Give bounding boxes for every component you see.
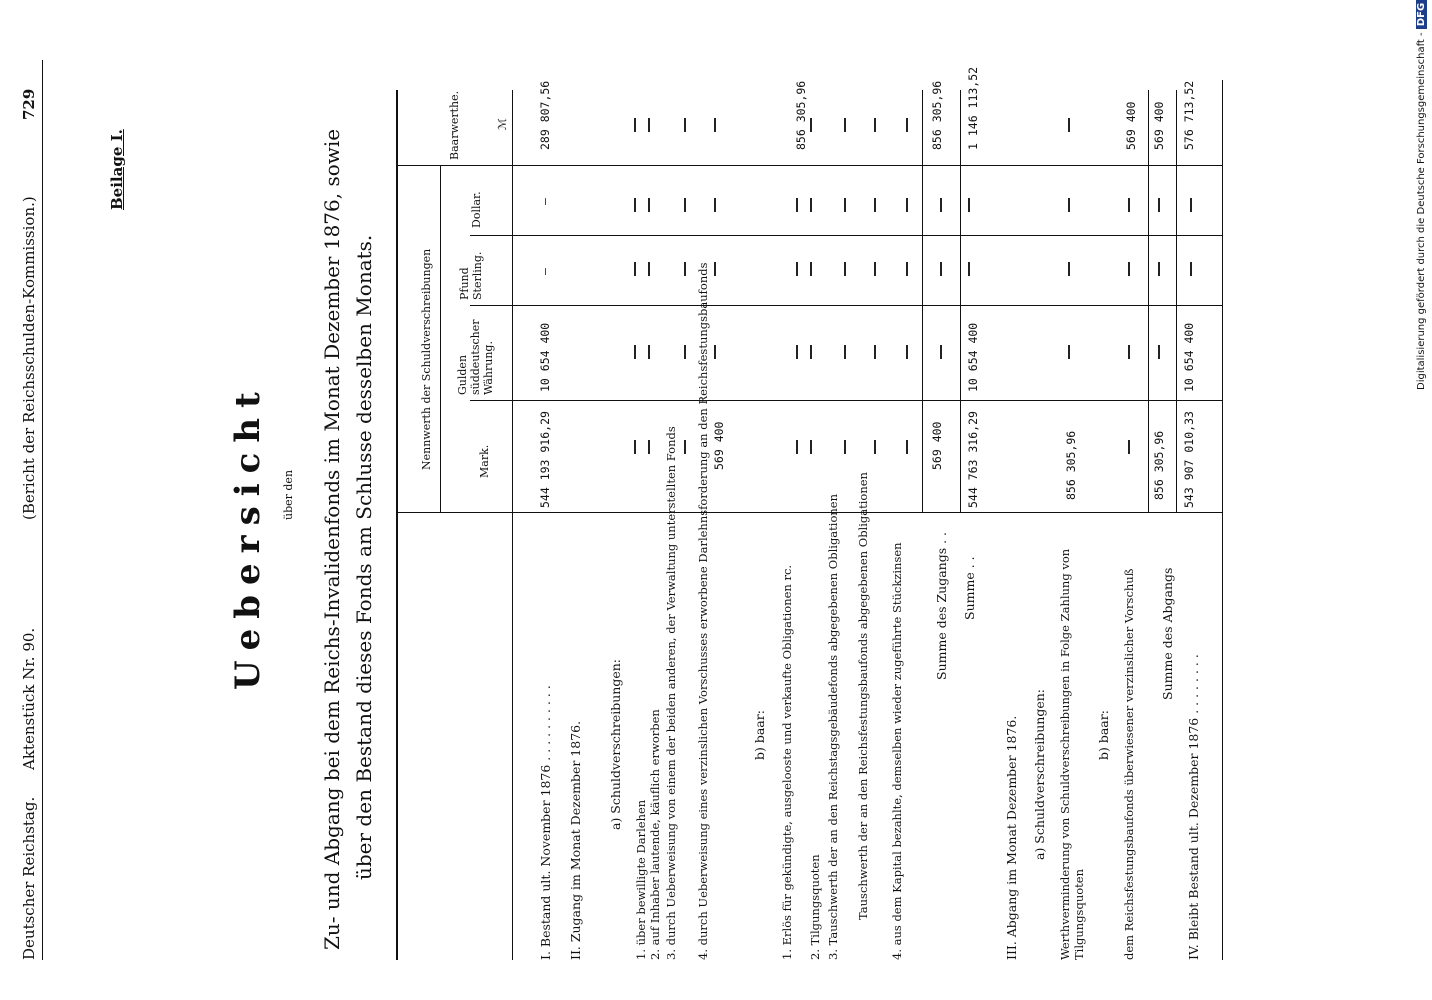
dash-gulden-sum-abgang (1158, 345, 1160, 359)
dash-baar-b3 (844, 118, 846, 132)
row-label-zugang-a4: 4. durch Ueberweisung eines verzinslichen Vorschusses erworbene Darlehnsforderung an den Reichsfestungsbaufonds (696, 262, 710, 960)
cell-baar-zugang-b1: 856 305,96 (794, 80, 808, 150)
dash-dollar-b4 (906, 198, 908, 212)
dash-pfund-a3 (684, 262, 686, 276)
dash-gulden-b3 (844, 345, 846, 359)
dash-dollar-abgang-b1 (1128, 198, 1130, 212)
dash-dollar-a2 (648, 198, 650, 212)
dash-mark-a3 (684, 440, 686, 454)
row-label-abgang-heading: III. Abgang im Monat Dezember 1876. (1004, 715, 1019, 960)
dash-baar-a4 (714, 118, 716, 132)
row-label-zugang-b3: 3. Tauschwerth der an den Reichstagsgebäudefonds abgegebenen Obligationen (826, 493, 840, 960)
row-label-summe-zugang: Summe des Zugangs . . (934, 531, 949, 680)
dash-baar-abgang-a1 (1068, 118, 1070, 132)
row-label-bestand-nov: I. Bestand ult. November 1876 . . . . . . . . . . (538, 685, 553, 960)
sum-rule-summe (960, 90, 961, 512)
dash-pfund-sum-zugang (940, 262, 942, 276)
dash-dollar-abgang-a1 (1068, 198, 1070, 212)
dash-pfund-b3 (844, 262, 846, 276)
row-label-zugang-a3: 3. durch Ueberweisung von einem der beiden anderen, der Verwaltung unterstellten Fonds (664, 426, 678, 960)
dash-pfund-a2 (648, 262, 650, 276)
dash-gulden-a1 (634, 345, 636, 359)
cell-mark-summe-abgang: 856 305,96 (1152, 430, 1166, 500)
dash-dollar-b3 (844, 198, 846, 212)
dash-baar-b2 (810, 118, 812, 132)
cell-gulden-bestand-dez: 10 654 400 (1182, 322, 1196, 392)
dash-pfund-b3b (874, 262, 876, 276)
title-line-1: Zu- und Abgang bei dem Reichs-Invalidenfonds im Monat Dezember 1876, sowie (320, 128, 344, 950)
header-bericht: (Bericht der Reichsschulden-Kommission.) (20, 196, 38, 520)
header-rule (42, 60, 43, 960)
table-header-divider (512, 90, 513, 960)
row-label-abgang-a1: Werthverminderung von Schuldverschreibungen in Folge Zahlung von Tilgungsquoten (1058, 548, 1086, 960)
cell-baar-bestand-dez: 576 713,52 (1182, 80, 1196, 150)
cell-baar-summe: 1 146 113,52 (966, 66, 980, 150)
dash-dollar-b2 (810, 198, 812, 212)
cell-baar-bestand-nov: 289 807,56 (538, 80, 552, 150)
dash-gulden-b2 (810, 345, 812, 359)
dash-gulden-a3 (684, 345, 686, 359)
dash-dollar-a4 (714, 198, 716, 212)
sidebar-text: Digitalisierung gefördert durch die Deutsche Forschungsgemeinschaft - (1416, 32, 1427, 390)
dash-baar-b3b (874, 118, 876, 132)
dash-pfund-summe (968, 262, 970, 276)
cell-baar-summe-zugang: 856 305,96 (930, 80, 944, 150)
dash-pfund-sum-abgang (1158, 262, 1160, 276)
dash-gulden-b3b (874, 345, 876, 359)
dash-mark-a1 (634, 440, 636, 454)
cell-pfund-bestand-nov: — (538, 268, 552, 275)
dash-dollar-b1 (796, 198, 798, 212)
cell-mark-summe-zugang: 569 400 (930, 421, 944, 470)
cell-baar-abgang-b1: 569 400 (1124, 101, 1138, 150)
dash-baar-a2 (648, 118, 650, 132)
row-label-abgang-a: a) Schuldverschreibungen: (1032, 688, 1047, 860)
row-label-summe: Summe . . (962, 556, 977, 620)
row-label-zugang-a: a) Schuldverschreibungen: (608, 658, 623, 830)
col-header-dollar: Dollar. (470, 191, 483, 228)
dash-gulden-abgang-b1 (1128, 345, 1130, 359)
page-title: Uebersicht (228, 382, 268, 690)
dash-mark-abgang-b1 (1128, 440, 1130, 454)
dash-pfund-a1 (634, 262, 636, 276)
col-div-dollar (398, 165, 1222, 166)
dash-mark-b3b (874, 440, 876, 454)
row-label-zugang-heading: II. Zugang im Monat Dezember 1876. (568, 720, 583, 960)
sum-rule-abgang (1148, 90, 1149, 512)
dash-pfund-bestand-dez (1190, 262, 1192, 276)
cell-mark-zugang-a4: 569 400 (712, 421, 726, 470)
dash-baar-a3 (684, 118, 686, 132)
dash-dollar-a3 (684, 198, 686, 212)
digitization-sidebar (1416, 0, 1432, 1000)
col-header-mark: Mark. (478, 444, 491, 478)
sum-rule-bestand (1176, 90, 1177, 512)
col-div-mark (470, 400, 1222, 401)
col-group-header: Nennwerth der Schuldverschreibungen (420, 248, 433, 470)
dash-gulden-b4 (906, 345, 908, 359)
col-div-gulden (470, 305, 1222, 306)
beilage-label: Beilage I. (108, 129, 126, 210)
page-number: 729 (20, 88, 38, 120)
row-label-zugang-b1: 1. Erlös für gekündigte, ausgelooste und verkaufte Obligationen rc. (780, 564, 794, 960)
dash-dollar-bestand-dez (1190, 198, 1192, 212)
title-ueber: über den (282, 469, 295, 520)
dash-mark-a2 (648, 440, 650, 454)
cell-dollar-bestand-nov: — (538, 198, 552, 205)
group-header-rule (440, 165, 441, 512)
row-label-summe-abgang: Summe des Abgangs (1160, 567, 1175, 700)
col-div-label (398, 512, 1222, 513)
dash-dollar-sum-zugang (940, 198, 942, 212)
dfg-logo: DFG (1416, 0, 1427, 29)
dash-mark-b4 (906, 440, 908, 454)
dash-gulden-a2 (648, 345, 650, 359)
cell-gulden-bestand-nov: 10 654 400 (538, 322, 552, 392)
col-div-pfund (470, 235, 1222, 236)
col-header-baar-unit: ℳ (496, 118, 509, 130)
dash-baar-a1 (634, 118, 636, 132)
row-label-abgang-b1: dem Reichsfestungsbaufonds überwiesener verzinslicher Vorschuß (1122, 568, 1136, 960)
col-header-baar: Baarwerthe. (448, 90, 461, 160)
dash-dollar-summe (968, 198, 970, 212)
cell-mark-summe: 544 763 316,29 (966, 411, 980, 508)
dash-dollar-b3b (874, 198, 876, 212)
header-left: Deutscher Reichstag. (20, 796, 38, 960)
row-label-bestand-dez: IV. Bleibt Bestand ult. Dezember 1876 . . . . . . . . (1186, 654, 1201, 960)
row-label-zugang-b2: 2. Tilgungsquoten (808, 854, 822, 960)
dash-pfund-b2 (810, 262, 812, 276)
col-header-gulden: Gulden süddeutscher Währung. (456, 319, 495, 395)
dash-pfund-abgang-b1 (1128, 262, 1130, 276)
col-header-pfund: Pfund Sterling. (458, 251, 484, 300)
dash-pfund-b1 (796, 262, 798, 276)
dash-gulden-b1 (796, 345, 798, 359)
row-label-zugang-b4: 4. aus dem Kapital bezahlte, demselben wieder zugeführte Stückzinsen (890, 542, 904, 960)
row-label-abgang-b: b) baar: (1096, 710, 1111, 760)
dash-mark-b1 (796, 440, 798, 454)
dash-dollar-a1 (634, 198, 636, 212)
dash-pfund-b4 (906, 262, 908, 276)
row-label-zugang-b3b: Tauschwerth der an den Reichsfestungsbaufonds abgegebenen Obligationen (856, 472, 870, 920)
dash-gulden-sum-zugang (940, 345, 942, 359)
table-left-border (396, 90, 398, 960)
cell-gulden-summe: 10 654 400 (966, 322, 980, 392)
dash-pfund-abgang-a1 (1068, 262, 1070, 276)
cell-mark-abgang-a1: 856 305,96 (1064, 430, 1078, 500)
dash-gulden-a4 (714, 345, 716, 359)
table-right-border (1222, 80, 1223, 960)
dash-baar-b4 (906, 118, 908, 132)
title-line-2: über den Bestand dieses Fonds am Schlusse desselben Monats. (352, 234, 376, 880)
row-label-zugang-a1: 1. über bewilligte Darlehen (634, 799, 648, 960)
dash-dollar-sum-abgang (1158, 198, 1160, 212)
cell-baar-summe-abgang: 569 400 (1152, 101, 1166, 150)
dash-gulden-abgang-a1 (1068, 345, 1070, 359)
cell-mark-bestand-nov: 544 193 916,29 (538, 411, 552, 508)
dash-mark-b2 (810, 440, 812, 454)
row-label-zugang-b: b) baar: (752, 710, 767, 760)
row-label-zugang-a2: 2. auf Inhaber lautende, käuflich erworben (648, 709, 662, 960)
sum-rule-zugang (922, 90, 923, 512)
cell-mark-bestand-dez: 543 907 010,33 (1182, 411, 1196, 508)
dash-pfund-a4 (714, 262, 716, 276)
dash-mark-b3 (844, 440, 846, 454)
header-aktenstueck: Aktenstück Nr. 90. (20, 627, 38, 770)
